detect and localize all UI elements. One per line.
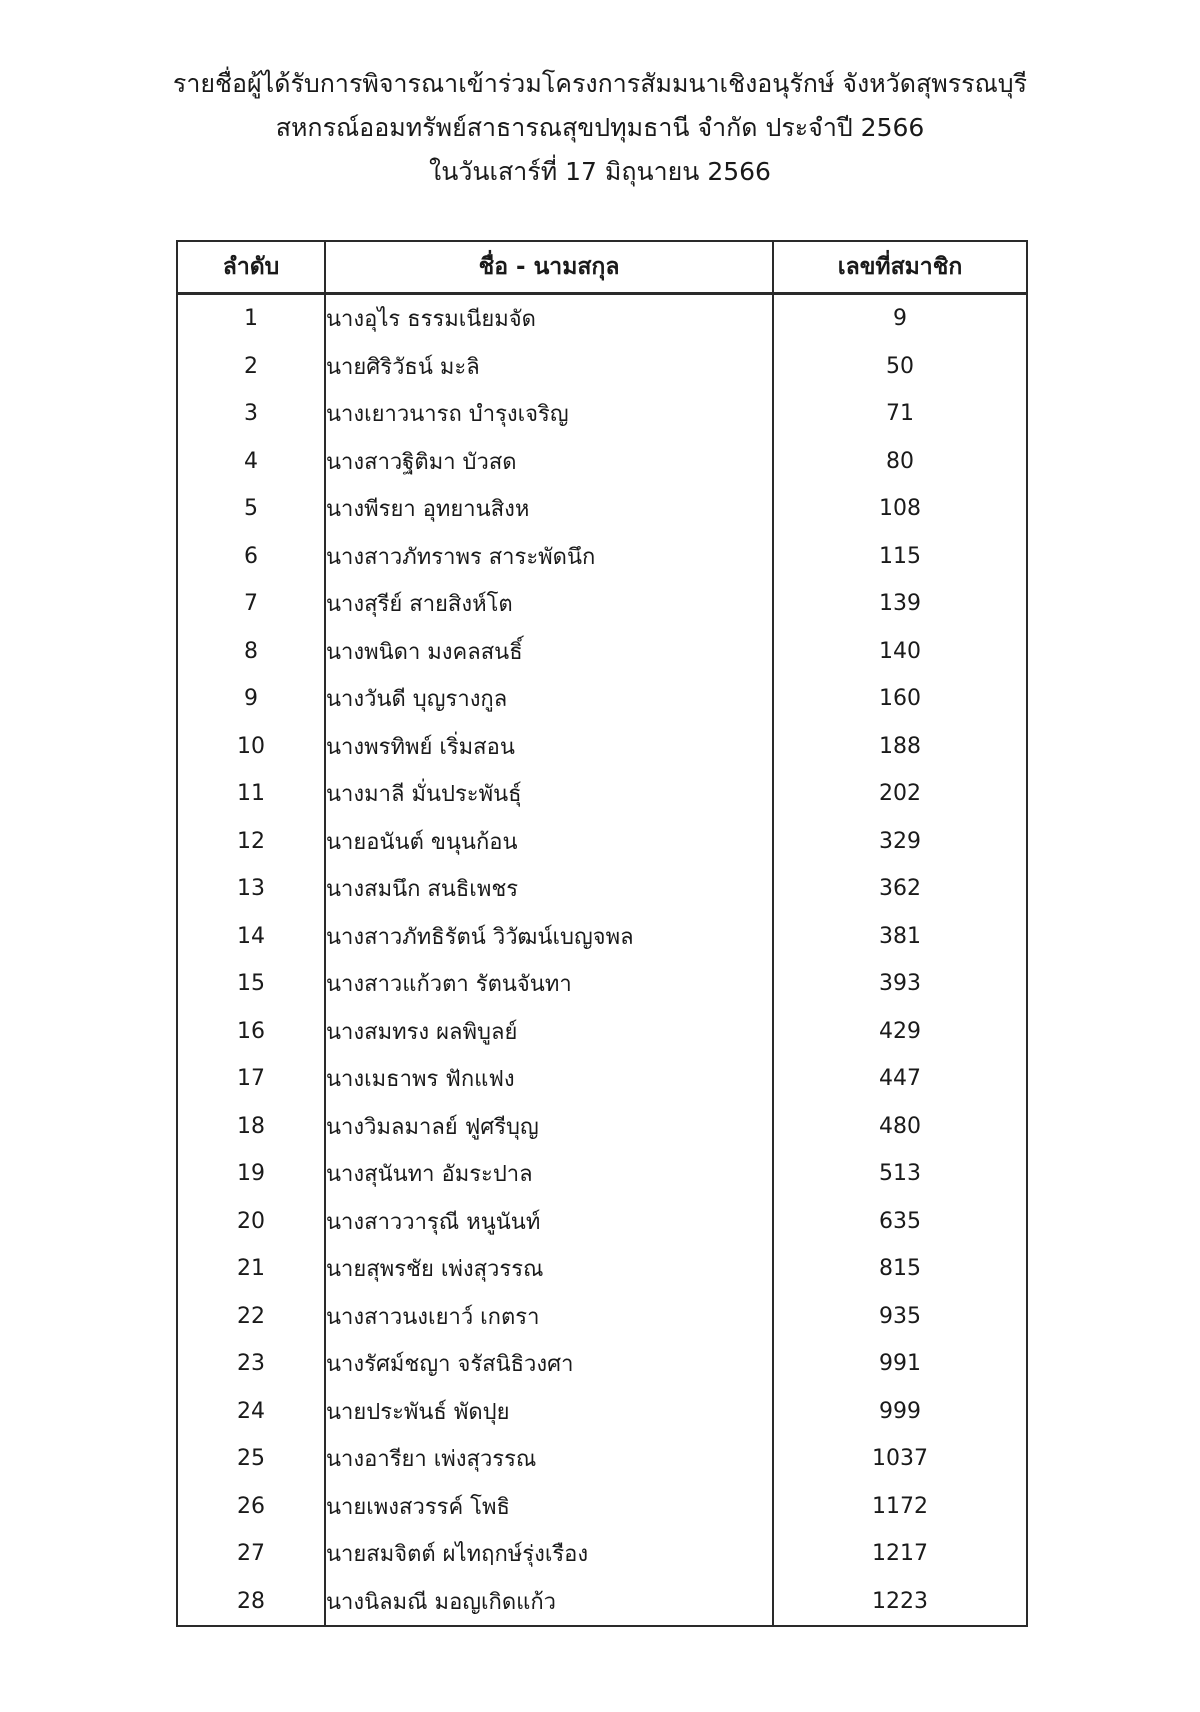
table-row <box>177 1103 1027 1151</box>
row-member-id: 1172 <box>773 1483 1027 1531</box>
row-order-number: 2 <box>177 343 325 391</box>
row-full-name: นายศิริวัธน์ มะลิ <box>325 343 773 391</box>
row-order-number: 13 <box>177 865 325 913</box>
row-full-name: นางสุรีย์ สายสิงห์โต <box>325 580 773 628</box>
table-row <box>177 1578 1027 1627</box>
table-row <box>177 1340 1027 1388</box>
row-member-id: 429 <box>773 1008 1027 1056</box>
member-list-table <box>176 240 1028 1627</box>
event-date: ในวันเสาร์ที่ 17 มิถุนายน 2566 <box>429 157 771 186</box>
row-order-number: 24 <box>177 1388 325 1436</box>
row-full-name: นางสาวนงเยาว์ เกตรา <box>325 1293 773 1341</box>
table-body <box>177 294 1027 1627</box>
row-member-id: 513 <box>773 1150 1027 1198</box>
row-member-id: 999 <box>773 1388 1027 1436</box>
table-row <box>177 390 1027 438</box>
table-row <box>177 675 1027 723</box>
table-row <box>177 294 1027 343</box>
table-row <box>177 818 1027 866</box>
row-member-id: 115 <box>773 533 1027 581</box>
row-order-number: 17 <box>177 1055 325 1103</box>
row-full-name: นายอนันต์ ขนุนก้อน <box>325 818 773 866</box>
row-full-name: นางอุไร ธรรมเนียมจัด <box>325 294 773 343</box>
row-member-id: 140 <box>773 628 1027 676</box>
row-order-number: 11 <box>177 770 325 818</box>
row-full-name: นางพรทิพย์ เริ่มสอน <box>325 723 773 771</box>
row-member-id: 935 <box>773 1293 1027 1341</box>
row-full-name: นางรัศม์ชญา จรัสนิธิวงศา <box>325 1340 773 1388</box>
table-row <box>177 960 1027 1008</box>
row-order-number: 21 <box>177 1245 325 1293</box>
row-member-id: 108 <box>773 485 1027 533</box>
row-member-id: 160 <box>773 675 1027 723</box>
table-row <box>177 438 1027 486</box>
row-member-id: 480 <box>773 1103 1027 1151</box>
row-member-id: 80 <box>773 438 1027 486</box>
row-member-id: 447 <box>773 1055 1027 1103</box>
table-row <box>177 533 1027 581</box>
row-member-id: 381 <box>773 913 1027 961</box>
column-header-member-id: เลขที่สมาชิก <box>773 241 1027 294</box>
row-order-number: 9 <box>177 675 325 723</box>
row-order-number: 25 <box>177 1435 325 1483</box>
row-member-id: 50 <box>773 343 1027 391</box>
column-header-name: ชื่อ - นามสกุล <box>325 241 773 294</box>
document-title: รายชื่อผู้ได้รับการพิจารณาเข้าร่วมโครงการสัมมนาเชิงอนุรักษ์ จังหวัดสุพรรณบุรี <box>172 69 1028 98</box>
table-row <box>177 485 1027 533</box>
row-order-number: 26 <box>177 1483 325 1531</box>
table-row <box>177 913 1027 961</box>
row-member-id: 202 <box>773 770 1027 818</box>
table-row <box>177 1435 1027 1483</box>
row-full-name: นางสาวฐิติมา บัวสด <box>325 438 773 486</box>
row-full-name: นางนิลมณี มอญเกิดแก้ว <box>325 1578 773 1627</box>
row-order-number: 22 <box>177 1293 325 1341</box>
table-row <box>177 1483 1027 1531</box>
row-member-id: 1037 <box>773 1435 1027 1483</box>
row-order-number: 10 <box>177 723 325 771</box>
row-member-id: 1223 <box>773 1578 1027 1627</box>
row-member-id: 71 <box>773 390 1027 438</box>
row-member-id: 9 <box>773 294 1027 343</box>
row-full-name: นางสาวภัทธิรัตน์ วิวัฒน์เบญจพล <box>325 913 773 961</box>
row-order-number: 12 <box>177 818 325 866</box>
row-member-id: 393 <box>773 960 1027 1008</box>
row-order-number: 1 <box>177 294 325 343</box>
row-order-number: 8 <box>177 628 325 676</box>
cooperative-subtitle: สหกรณ์ออมทรัพย์สาธารณสุขปทุมธานี จำกัด ประจำปี 2566 <box>275 113 925 142</box>
row-full-name: นางเมธาพร ฟักแฟง <box>325 1055 773 1103</box>
document-header <box>140 62 1060 194</box>
row-order-number: 16 <box>177 1008 325 1056</box>
row-order-number: 27 <box>177 1530 325 1578</box>
row-order-number: 18 <box>177 1103 325 1151</box>
row-member-id: 991 <box>773 1340 1027 1388</box>
table-row <box>177 628 1027 676</box>
table-header-row <box>177 241 1027 294</box>
row-full-name: นางสุนันทา อัมระปาล <box>325 1150 773 1198</box>
row-full-name: นายสมจิตต์ ผไทฤกษ์รุ่งเรือง <box>325 1530 773 1578</box>
row-full-name: นางอารียา เพ่งสุวรรณ <box>325 1435 773 1483</box>
row-full-name: นางสาวภัทราพร สาระพัดนึก <box>325 533 773 581</box>
row-member-id: 362 <box>773 865 1027 913</box>
row-order-number: 7 <box>177 580 325 628</box>
row-full-name: นางเยาวนารถ บำรุงเจริญ <box>325 390 773 438</box>
row-order-number: 14 <box>177 913 325 961</box>
table-row <box>177 723 1027 771</box>
table-row <box>177 865 1027 913</box>
table-row <box>177 1388 1027 1436</box>
table-row <box>177 1293 1027 1341</box>
row-full-name: นางวันดี บุญรางกูล <box>325 675 773 723</box>
column-header-order: ลำดับ <box>177 241 325 294</box>
row-full-name: นางสาววารุณี หนูนันท์ <box>325 1198 773 1246</box>
row-full-name: นางพนิดา มงคลสนธิ์ <box>325 628 773 676</box>
row-full-name: นางสาวแก้วตา รัตนจันทา <box>325 960 773 1008</box>
table-row <box>177 1008 1027 1056</box>
row-full-name: นางพีรยา อุทยานสิงห <box>325 485 773 533</box>
row-order-number: 5 <box>177 485 325 533</box>
row-member-id: 188 <box>773 723 1027 771</box>
table-row <box>177 1055 1027 1103</box>
row-order-number: 19 <box>177 1150 325 1198</box>
table-row <box>177 1198 1027 1246</box>
table-row <box>177 1245 1027 1293</box>
row-full-name: นางสมนึก สนธิเพชร <box>325 865 773 913</box>
row-order-number: 15 <box>177 960 325 1008</box>
row-order-number: 4 <box>177 438 325 486</box>
row-full-name: นายเพงสวรรค์ โพธิ <box>325 1483 773 1531</box>
table-row <box>177 1150 1027 1198</box>
row-member-id: 1217 <box>773 1530 1027 1578</box>
row-full-name: นางมาลี มั่นประพันธุ์ <box>325 770 773 818</box>
row-member-id: 635 <box>773 1198 1027 1246</box>
row-full-name: นางวิมลมาลย์ ฟูศรีบุญ <box>325 1103 773 1151</box>
row-order-number: 3 <box>177 390 325 438</box>
table-row <box>177 580 1027 628</box>
row-member-id: 815 <box>773 1245 1027 1293</box>
row-order-number: 28 <box>177 1578 325 1627</box>
row-full-name: นายสุพรชัย เพ่งสุวรรณ <box>325 1245 773 1293</box>
row-full-name: นางสมทรง ผลพิบูลย์ <box>325 1008 773 1056</box>
row-order-number: 23 <box>177 1340 325 1388</box>
table-row <box>177 343 1027 391</box>
table-row <box>177 1530 1027 1578</box>
row-member-id: 139 <box>773 580 1027 628</box>
row-order-number: 6 <box>177 533 325 581</box>
row-full-name: นายประพันธ์ พัดปุย <box>325 1388 773 1436</box>
row-member-id: 329 <box>773 818 1027 866</box>
row-order-number: 20 <box>177 1198 325 1246</box>
table-row <box>177 770 1027 818</box>
